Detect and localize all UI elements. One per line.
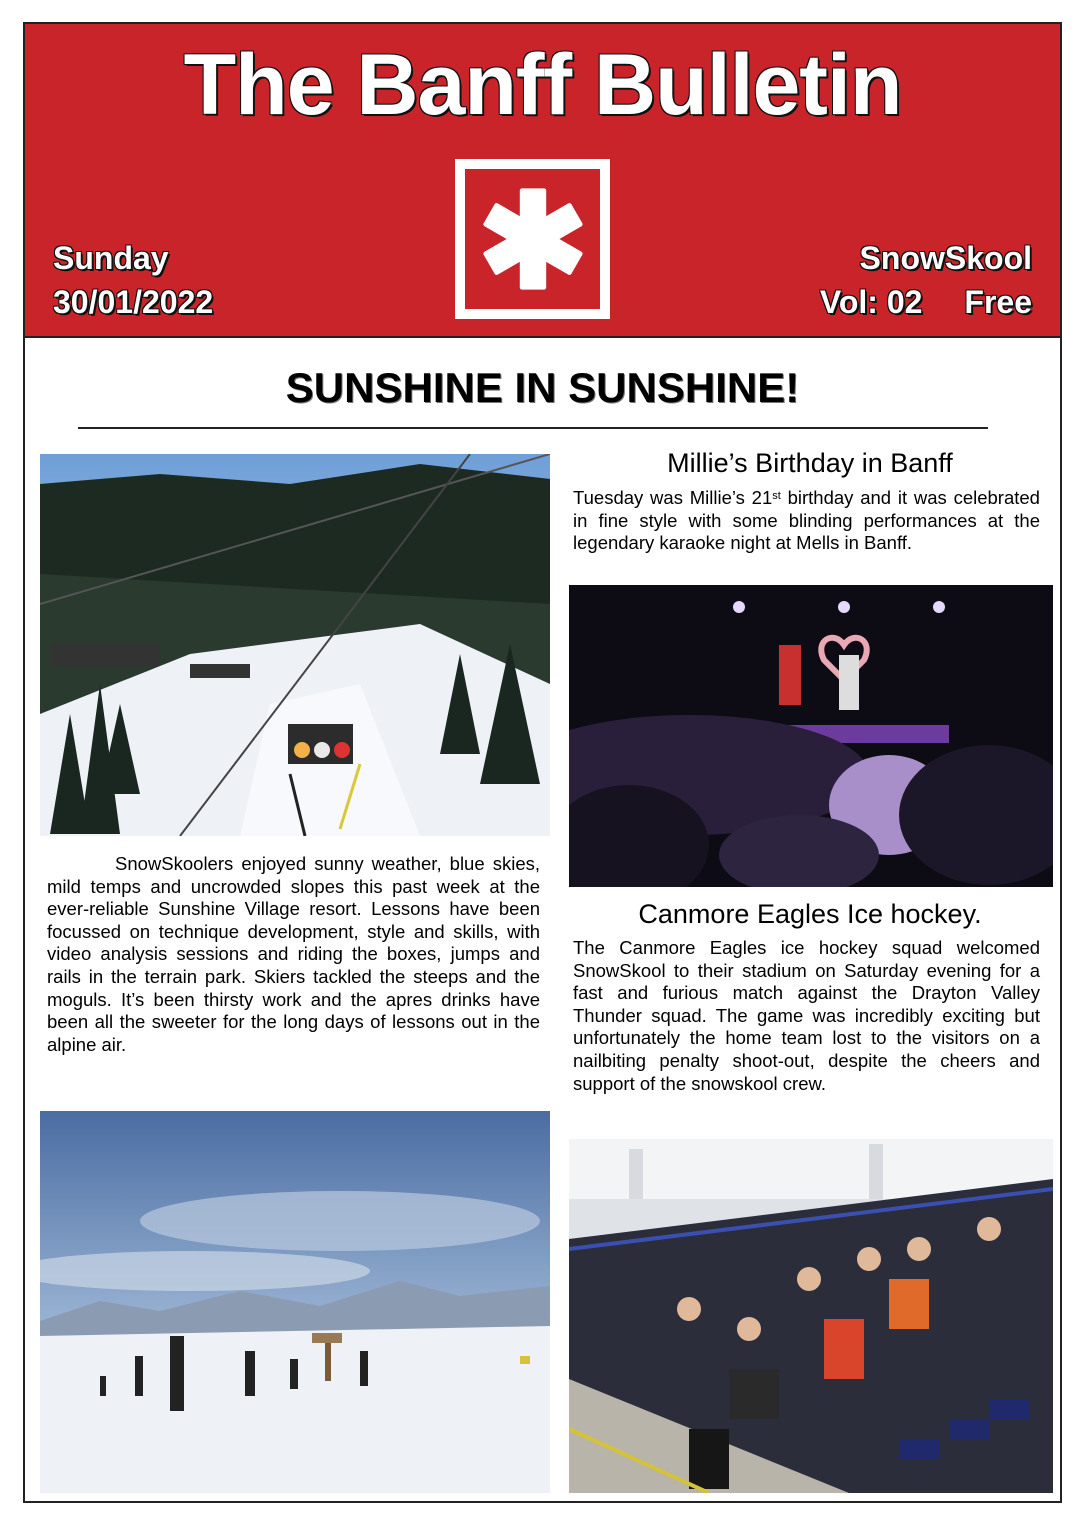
price-label: Free (964, 284, 1032, 320)
lead-story-text: SnowSkoolers enjoyed sunny weather, blue skies, mild temps and uncrowded slopes this past week at the ever-reliable Sunshine Village resort. Lessons have been focussed on technique development, style and skills, with video analysis sessions and riding the boxes, jumps and rails in the terrain park. Skiers tackled the steeps and the moguls. It’s been thirsty work and the apres drinks have been all the sweeter for the long days of lessons out in the alpine air. (47, 853, 540, 1055)
birthday-heading: Millie’s Birthday in Banff (667, 448, 953, 478)
issue-date-value: 30/01/2022 (53, 284, 214, 320)
snowboarders-photo (40, 1111, 550, 1493)
main-headline: SUNSHINE IN SUNSHINE! (285, 364, 800, 411)
newsletter-title: The Banff Bulletin (183, 37, 902, 133)
issue-date (53, 236, 213, 324)
issue-day: Sunday (53, 240, 169, 276)
volume-label: Vol: 02 (819, 284, 923, 320)
hockey-story-text: The Canmore Eagles ice hockey squad welcomed SnowSkool to their stadium on Saturday evening for a fast and furious match against the Drayton Valley Thunder squad. The game was incredibly exciting but unfortunately the home team lost to the visitors on a nailbiting penalty shoot-out, despite the cheers and support of the snowskool crew. (573, 937, 1040, 1094)
brand-name: SnowSkool (859, 240, 1032, 276)
newsletter-page (23, 22, 1062, 1503)
hockey-crowd-photo (569, 1139, 1053, 1493)
asterisk-icon (478, 184, 588, 294)
chairlift-photo (40, 454, 550, 836)
headline-divider (78, 427, 988, 429)
masthead (25, 24, 1060, 338)
karaoke-photo (569, 585, 1053, 887)
birthday-story-text: Tuesday was Millie’s 21st birthday and it was celebrated in fine style with some blinding performances at the legendary karaoke night at Mells in Banff. (573, 487, 1040, 554)
hockey-heading: Canmore Eagles Ice hockey. (638, 899, 982, 929)
issue-info (820, 236, 1032, 324)
snowskool-logo (455, 159, 610, 319)
